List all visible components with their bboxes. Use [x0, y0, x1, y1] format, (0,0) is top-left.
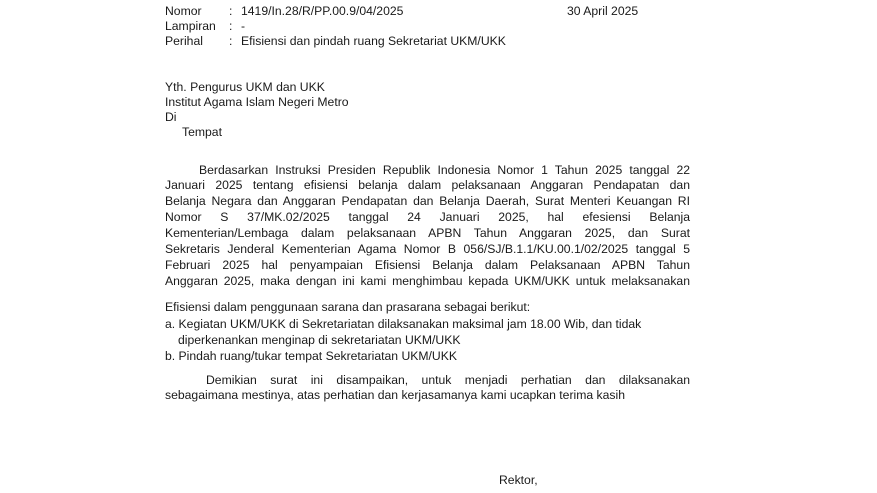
signature-title: Rektor,	[499, 473, 538, 487]
lampiran-colon: :	[229, 19, 233, 33]
body-p1-line-7: Februari 2025 hal penyampaian Efisiensi Belanja dalam Pelaksanaan APBN Tahun	[165, 258, 690, 272]
nomor-colon: :	[229, 4, 233, 18]
nomor-label: Nomor	[165, 4, 202, 18]
list-item-a-line-2: diperkenankan menginap di sekretariatan UKM/UKK	[178, 333, 461, 347]
body-p1-line-2: Januari 2025 tentang efisiensi belanja dalam pelaksanaan Anggaran Pendapatan dan	[165, 178, 690, 192]
body-p1-line-8: Anggaran 2025, maka dengan ini kami menghimbau kepada UKM/UKK untuk melaksanakan	[165, 274, 690, 288]
perihal-value: Efisiensi dan pindah ruang Sekretariat UKM/UKK	[241, 34, 506, 48]
lampiran-row	[165, 19, 245, 34]
body-p1-line-1: Berdasarkan Instruksi Presiden Republik Indonesia Nomor 1 Tahun 2025 tanggal 22	[199, 163, 690, 177]
body-p1-line-5: Kementerian/Lembaga dalam pelaksanaan APBN Tahun Anggaran 2025, dan Surat	[165, 226, 690, 240]
lampiran-value: -	[241, 19, 246, 33]
perihal-row	[165, 34, 506, 49]
body-p1-line-3: Belanja Negara dan Anggaran Pendapatan dan Belanja Daerah, Surat Menteri Keuangan RI	[165, 194, 690, 208]
nomor-row	[165, 4, 403, 19]
list-item-a-line-1: a. Kegiatan UKM/UKK di Sekretariatan dilaksanakan maksimal jam 18.00 Wib, dan tidak	[165, 317, 642, 331]
body-p1-line-4: Nomor S 37/MK.02/2025 tanggal 24 Januari 2025, hal efesiensi Belanja	[165, 210, 690, 224]
body-p2-line-1: Demikian surat ini disampaikan, untuk menjadi perhatian dan dilaksanakan	[206, 373, 690, 387]
recipient-line-4: Tempat	[182, 125, 222, 139]
body-p1-line-9: Efisiensi dalam penggunaan sarana dan prasarana sebagai berikut:	[165, 300, 531, 314]
body-p1-line-6: Sekretaris Jenderal Kementerian Agama Nomor B 056/SJ/B.1.1/KU.00.1/02/2025 tanggal 5	[165, 242, 690, 256]
recipient-line-3: Di	[165, 110, 177, 124]
lampiran-label: Lampiran	[165, 19, 216, 33]
perihal-label: Perihal	[165, 34, 203, 48]
nomor-value: 1419/In.28/R/PP.00.9/04/2025	[241, 4, 404, 18]
recipient-line-1: Yth. Pengurus UKM dan UKK	[165, 80, 325, 94]
recipient-line-2: Institut Agama Islam Negeri Metro	[165, 95, 349, 109]
list-item-b: b. Pindah ruang/tukar tempat Sekretariatan UKM/UKK	[165, 349, 457, 363]
perihal-colon: :	[229, 34, 233, 48]
body-p2-line-2: sebagaimana mestinya, atas perhatian dan kerjasamanya kami ucapkan terima kasih	[165, 388, 625, 402]
letter-date: 30 April 2025	[567, 4, 639, 18]
